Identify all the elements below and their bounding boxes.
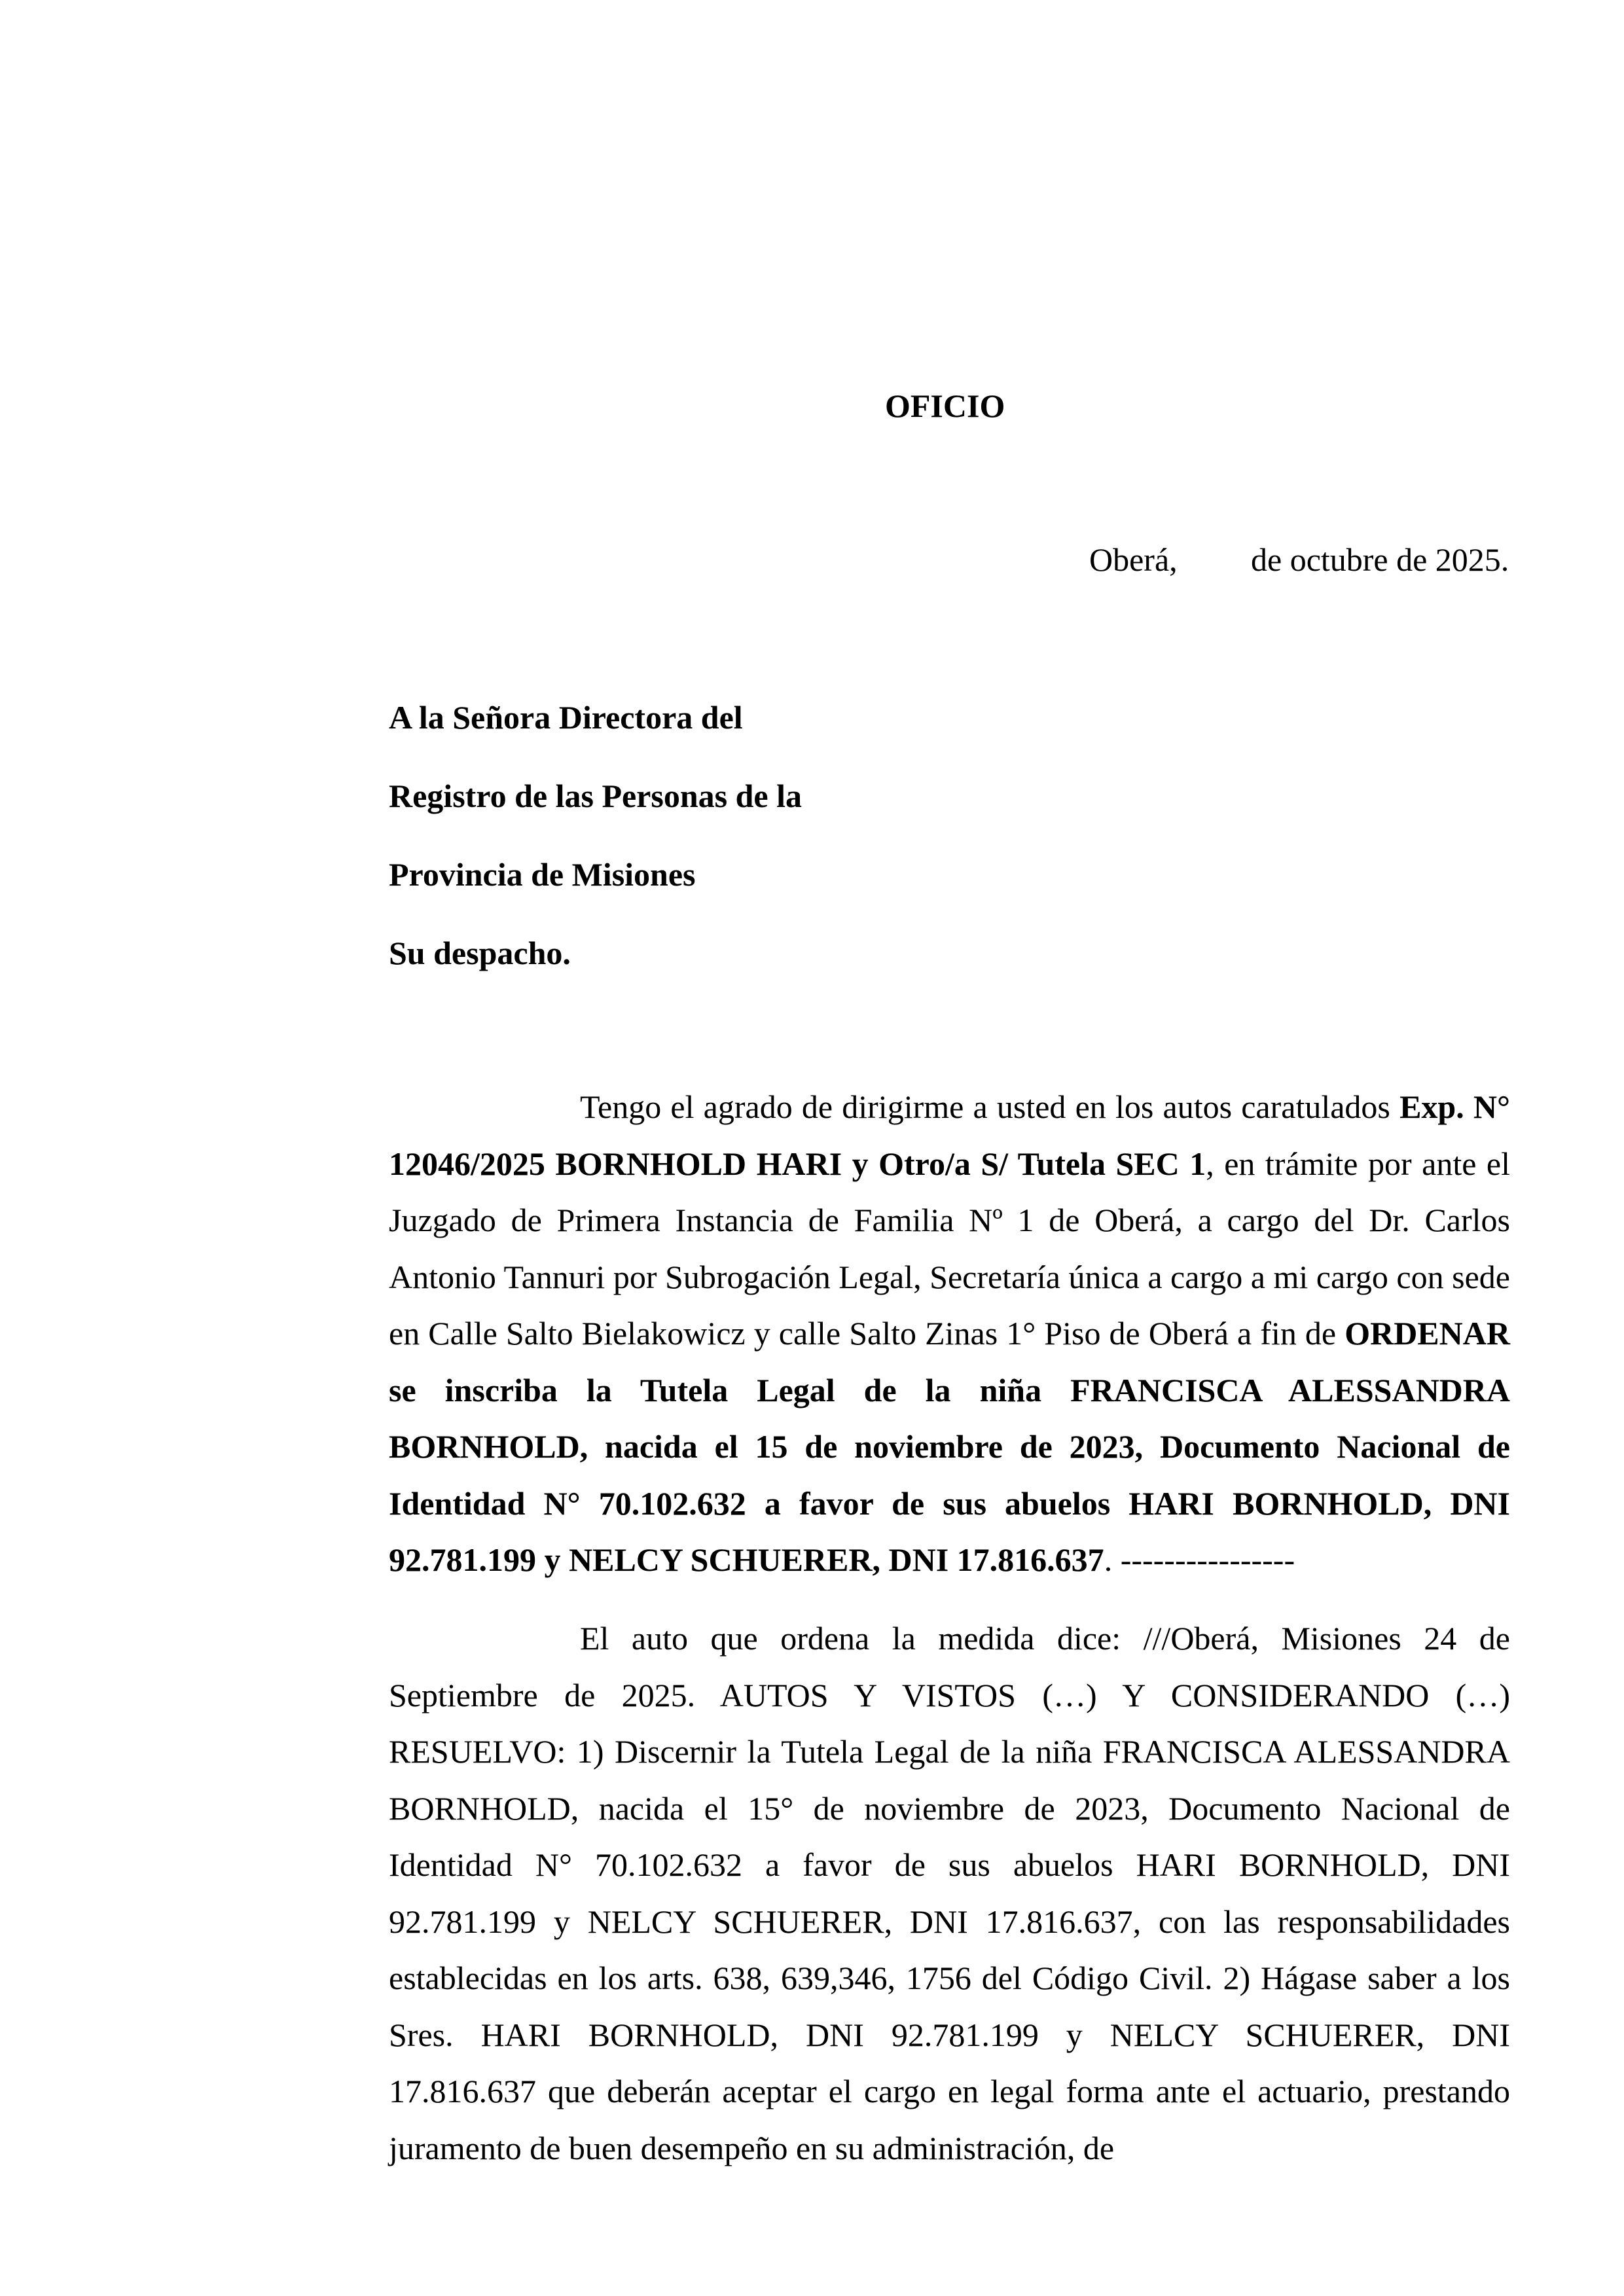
paragraph-request — [389, 1079, 1510, 1588]
order-statement: ORDENAR se inscriba la Tutela Legal de la niña FRANCISCA ALESSANDRA BORNHOLD, nacida el 15 de noviembre de 2023, Documento Nacional de Identidad N° 70.102.632 a favor de sus abuelos HARI BORNHOLD, DNI 92.781.199 y NELCY SCHUERER, DNI 17.816.637 — [389, 1315, 1510, 1578]
addressee-line: Su despacho. — [389, 935, 571, 971]
addressee-line: A la Señora Directora del — [389, 699, 743, 736]
document-title: OFICIO — [885, 387, 1005, 424]
case-reference: Exp. N° 12046/2025 BORNHOLD HARI y Otro/a S/ Tutela SEC 1 — [389, 1088, 1511, 1182]
paragraph-resolution — [389, 1610, 1510, 2176]
paragraph-text: El auto que ordena la medida dice: ///Oberá, Misiones 24 de Septiembre de 2025. AUTOS Y VISTOS (…) Y CONSIDERANDO (…) RESUELVO: 1) Discernir la Tutela Legal de la niña FRANCISCA ALESSANDRA BORNHOLD, nacida el 15° de noviembre de 2023, Documento Nacional de Identidad N° 70.102.632 a favor de sus abuelos HARI BORNHOLD, DNI 92.781.199 y NELCY SCHUERER, DNI 17.816.637, con las responsabilidades establecidas en los arts. 638, 639,346, 1756 del Código Civil. 2) Hágase saber a los Sres. HARI BORNHOLD, DNI 92.781.199 y NELCY SCHUERER, DNI 17.816.637 que deberán aceptar el cargo en legal forma ante el actuario, prestando juramento de buen desempeño en su administración, de — [389, 1620, 1510, 2166]
addressee-block — [389, 699, 802, 1013]
date-city: Oberá, — [1089, 541, 1178, 578]
paragraph-text: . ---------------- — [1104, 1541, 1295, 1578]
date-text: de octubre de 2025. — [1251, 541, 1509, 578]
paragraph-text: Tengo el agrado de dirigirme a usted en los autos caratulados — [580, 1088, 1400, 1125]
addressee-line: Provincia de Misiones — [389, 856, 696, 893]
addressee-line: Registro de las Personas de la — [389, 778, 802, 814]
paragraph-text: , en trámite por ante el Juzgado de Primera Instancia de Familia Nº 1 de Oberá, a cargo del Dr. Carlos Antonio Tannuri por Subrogación Legal, Secretaría única a cargo a mi cargo con sede en Calle Salto Bielakowicz y calle Salto Zinas 1° Piso de Oberá a fin de — [389, 1145, 1510, 1352]
